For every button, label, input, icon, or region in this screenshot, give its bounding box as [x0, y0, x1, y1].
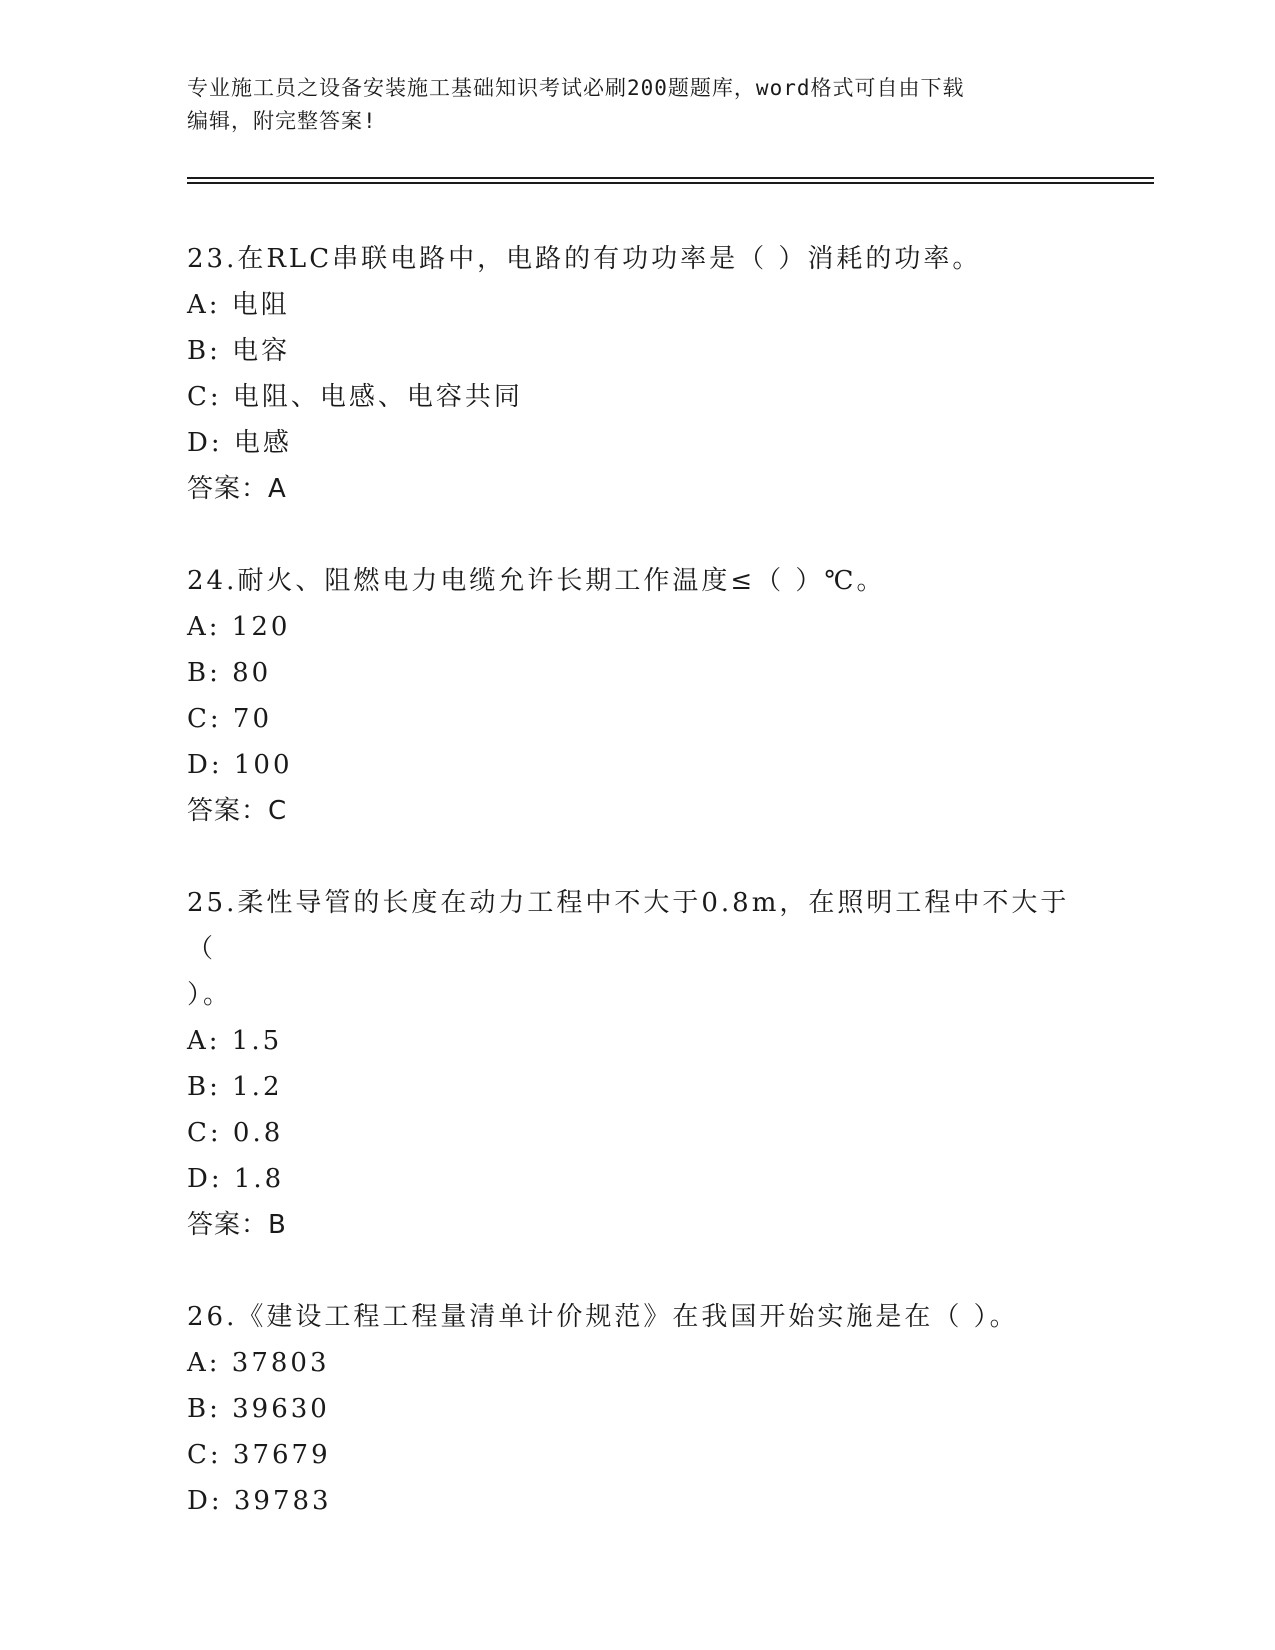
- answer: 答案：A: [187, 474, 287, 504]
- option-b: B: 80: [187, 658, 272, 688]
- option-b: B: 1.2: [187, 1072, 283, 1102]
- option-d: D: 39783: [187, 1486, 332, 1516]
- header-line-2: 编辑，附完整答案!: [187, 109, 377, 133]
- question-23: [187, 236, 1087, 512]
- option-c: C: 0.8: [187, 1118, 284, 1148]
- option-d: D: 1.8: [187, 1164, 285, 1194]
- option-c: C: 70: [187, 704, 273, 734]
- option-a: A: 37803: [187, 1348, 330, 1378]
- question-stem-line-1: 25.柔性导管的长度在动力工程中不大于0.8m，在照明工程中不大于（: [187, 888, 1070, 964]
- option-c: C: 电阻、电感、电容共同: [187, 382, 523, 412]
- question-list: [187, 236, 1087, 1570]
- answer: 答案：C: [187, 796, 288, 826]
- option-d: D: 电感: [187, 428, 292, 458]
- header-line-1: 专业施工员之设备安装施工基础知识考试必刷200题题库，word格式可自由下载: [187, 76, 965, 100]
- header-divider-top: [187, 177, 1154, 179]
- question-stem: 26.《建设工程工程量清单计价规范》在我国开始实施是在（ ）。: [187, 1302, 1019, 1332]
- header-divider-bottom: [187, 182, 1154, 184]
- question-24: [187, 558, 1087, 834]
- option-c: C: 37679: [187, 1440, 331, 1470]
- option-d: D: 100: [187, 750, 293, 780]
- answer: 答案：B: [187, 1210, 287, 1240]
- question-25: [187, 880, 1087, 1248]
- document-header: [187, 72, 1087, 138]
- option-b: B: 39630: [187, 1394, 330, 1424]
- option-a: A: 120: [187, 612, 291, 642]
- question-stem: 23.在RLC串联电路中，电路的有功功率是（ ）消耗的功率。: [187, 244, 982, 274]
- option-a: A: 电阻: [187, 290, 290, 320]
- option-b: B: 电容: [187, 336, 291, 366]
- question-26: [187, 1294, 1087, 1524]
- question-stem-line-2: ）。: [187, 980, 233, 1010]
- question-stem: 24.耐火、阻燃电力电缆允许长期工作温度≤（ ）℃。: [187, 566, 886, 596]
- option-a: A: 1.5: [187, 1026, 283, 1056]
